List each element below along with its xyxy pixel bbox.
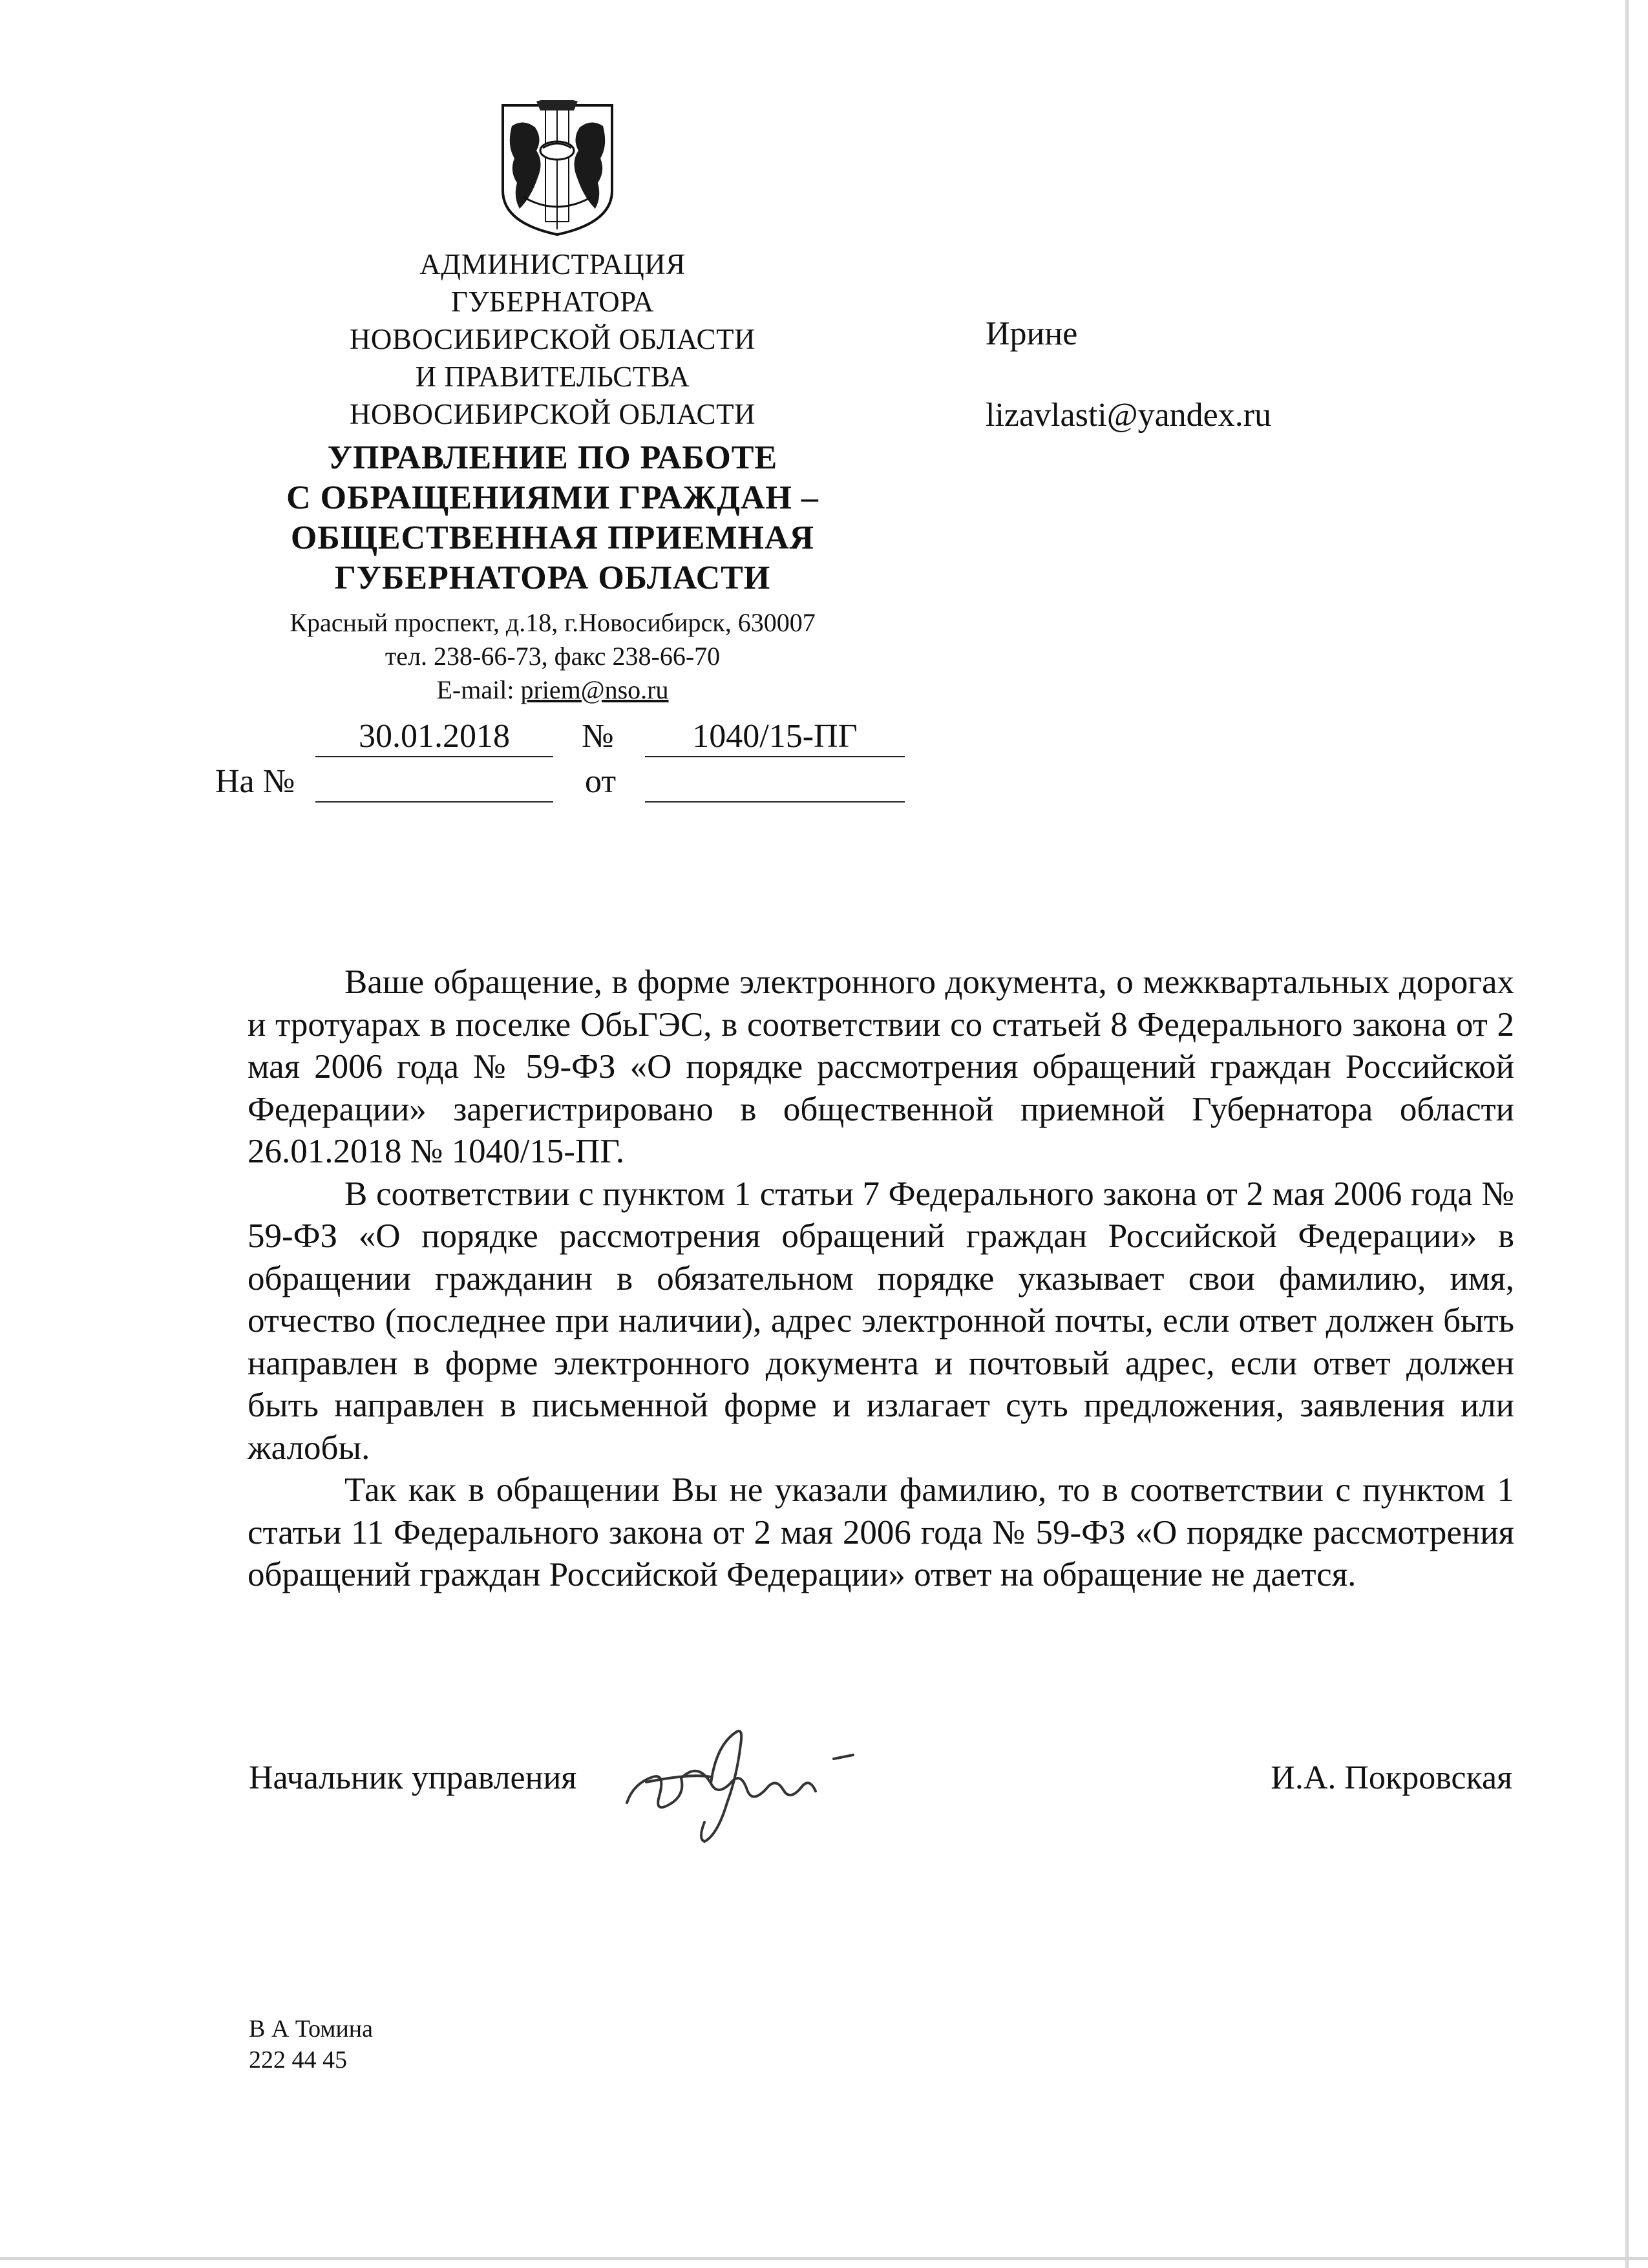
org-line: АДМИНИСТРАЦИЯ xyxy=(419,248,686,280)
email-label: E-mail: xyxy=(436,675,521,704)
body-paragraph: Ваше обращение, в форме электронного документа, о межквартальных дорогах и тротуарах в поселке ОбьГЭС, в соответствии со статьей 8 Федерального закона от 2 мая 2006 года № 59-ФЗ «О порядке рассмотрения обращений граждан Российской Федерации» зарегистрировано в общественной приемной Губернатора области 26.01.2018 № 1040/15-ПГ. xyxy=(248,963,1514,1170)
organization-header xyxy=(246,246,860,433)
letter-body xyxy=(248,961,1514,1597)
org-line: НОВОСИБИРСКОЙ ОБЛАСТИ xyxy=(349,323,756,355)
number-label: № xyxy=(582,718,614,755)
scan-edge-bottom xyxy=(0,2257,1648,2260)
signatory-name: И.А. Покровская xyxy=(1271,1759,1512,1796)
phone-fax: тел. 238-66-73, факс 238-66-70 xyxy=(385,642,721,671)
department-header xyxy=(246,438,860,598)
email-link[interactable]: priem@nso.ru xyxy=(520,675,669,704)
reply-number-label: На № xyxy=(215,763,295,800)
handwritten-signature xyxy=(614,1706,892,1848)
signatory-title: Начальник управления xyxy=(249,1759,577,1796)
dept-line: УПРАВЛЕНИЕ ПО РАБОТЕ xyxy=(327,439,778,476)
org-line: И ПРАВИТЕЛЬСТВА xyxy=(415,361,690,393)
body-paragraph: В соответствии с пунктом 1 статьи 7 Федерального закона от 2 мая 2006 года № 59-ФЗ «О порядке рассмотрения обращений граждан Российской Федерации» в обращении гражданин в обязательном порядке указывает свои фамилию, имя, отчество (последнее при наличии), адрес электронной почты, если ответ должен быть направлен в форме электронного документа и почтовый адрес, если ответ должен быть направлен в письменной форме и излагает суть предложения, заявления или жалобы. xyxy=(248,1175,1514,1467)
executor-name: В А Томина xyxy=(249,2015,374,2042)
scan-edge-right xyxy=(1625,0,1629,2268)
addressee-email: lizavlasti@yandex.ru xyxy=(986,397,1272,434)
address: Красный проспект, д.18, г.Новосибирск, 630007 xyxy=(290,608,816,637)
dept-line: ГУБЕРНАТОРА ОБЛАСТИ xyxy=(334,560,771,596)
dept-line: С ОБРАЩЕНИЯМИ ГРАЖДАН – xyxy=(286,479,819,516)
body-paragraph: Так как в обращении Вы не указали фамилию, то в соответствии с пунктом 1 статьи 11 Федерального закона от 2 мая 2006 года № 59-ФЗ «О порядке рассмотрения обращений граждан Российской Федерации» ответ на обращение не дается. xyxy=(248,1471,1514,1593)
dept-line: ОБЩЕСТВЕННАЯ ПРИЕМНАЯ xyxy=(290,520,815,556)
reply-number-field xyxy=(315,762,553,803)
from-date-field xyxy=(645,762,905,803)
executor-info xyxy=(249,2013,373,2075)
contact-info xyxy=(246,606,860,707)
org-line: ГУБЕРНАТОРА xyxy=(451,286,654,318)
addressee-name: Ирине xyxy=(986,315,1078,352)
from-label: от xyxy=(585,763,617,800)
executor-phone: 222 44 45 xyxy=(249,2046,347,2074)
novosibirsk-coat-of-arms-icon xyxy=(498,100,617,239)
outgoing-date-field: 30.01.2018 xyxy=(315,717,553,757)
org-line: НОВОСИБИРСКОЙ ОБЛАСТИ xyxy=(349,398,756,430)
outgoing-number-field: 1040/15-ПГ xyxy=(645,717,905,757)
email-line xyxy=(246,673,860,707)
